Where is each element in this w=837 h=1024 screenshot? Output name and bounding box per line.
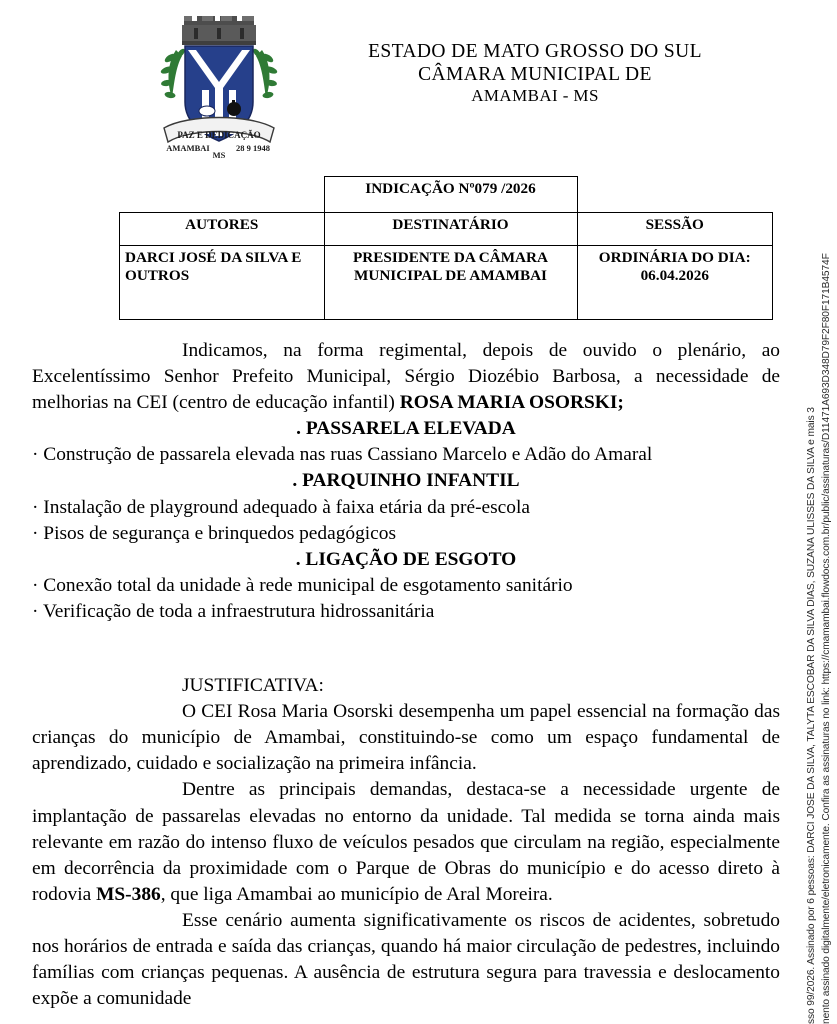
svg-text:28 9 1948: 28 9 1948	[236, 143, 270, 153]
indication-table	[119, 176, 773, 320]
section-title-parquinho: . PARQUINHO INFANTIL	[292, 470, 520, 492]
svg-text:AMAMBAI: AMAMBAI	[166, 143, 210, 153]
section2-item-0: · Instalação de playground adequado à faixa etária da pré-escola	[32, 496, 530, 518]
svg-text:PAZ E DEDICAÇÃO: PAZ E DEDICAÇÃO	[177, 130, 261, 140]
intro-paragraph	[32, 338, 780, 416]
para2-text-b: , que liga Amambai ao município de Aral Moreira.	[160, 883, 553, 905]
table-cell-sessao: ORDINÁRIA DO DIA: 06.04.2026	[577, 246, 773, 320]
table-header-sessao: SESSÃO	[577, 213, 773, 246]
justificativa-label: JUSTIFICATIVA:	[182, 675, 324, 697]
table-cell-indication-number: INDICAÇÃO Nº079 /2026	[324, 177, 577, 213]
justificativa-paragraph-1: O CEI Rosa Maria Osorski desempenha um papel essencial na formação das crianças do município de Amambai, constituindo-se como um espaço fundamental de aprendizado, cuidado e socialização na primeira infância.	[32, 701, 780, 775]
intro-school-name: ROSA MARIA OSORSKI;	[399, 392, 624, 414]
table-cell-autores: DARCI JOSÉ DA SILVA E OUTROS	[120, 246, 325, 320]
table-cell-destinatario: PRESIDENTE DA CÂMARA MUNICIPAL DE AMAMBAI	[324, 246, 577, 320]
section1-item-0: · Construção de passarela elevada nas ruas Cassiano Marcelo e Adão do Amaral	[32, 444, 653, 466]
para2-text-a: Dentre as principais demandas, destaca-se a necessidade urgente de implantação de passarelas elevadas no entorno da unidade. Tal medida se torna ainda mais relevante em razão do intenso fluxo de veículos pesados que circulam na região, especialmente em decorrência da proximidade com o Parque de Obras do município e do acesso direto à rodovia	[32, 779, 780, 905]
section-spacer	[32, 625, 780, 673]
justificativa-paragraph-2	[32, 777, 780, 907]
svg-text:MS: MS	[212, 150, 226, 160]
justificativa-paragraph-3: Esse cenário aumenta significativamente os riscos de acidentes, sobretudo nos horários de entrada e saída das crianças, quando há maior circulação de pedestres, incluindo famílias com crianças pequenas. A ausência de estrutura segura para travessia e deslocamento expõe a comunidade	[32, 909, 780, 1010]
header-line-city: AMAMBAI - MS	[471, 86, 599, 105]
document-header	[0, 8, 790, 158]
signature-strip-line-2: nento assinado digitalmente/eletronicamente. Confira as assinaturas no link: https://cmamambai.flowdocs.com.br/public/assinaturas/D11471A693D348D79F2F80F171B4574F	[821, 253, 832, 1024]
header-line-state: ESTADO DE MATO GROSSO DO SUL	[368, 41, 702, 62]
table-cell-empty-right	[577, 177, 773, 213]
coat-of-arms-icon	[158, 10, 280, 162]
signature-strip-line-1: sso 99/2026. Assinado por 6 pessoas: DARCI JOSE DA SILVA, TALYTA ESCOBAR DA SILVA DIAS, SUZANA ULISSES DA SILVA e mais 3	[806, 407, 817, 1024]
table-row-headers	[120, 213, 773, 246]
header-title-block	[300, 40, 770, 106]
header-line-chamber: CÂMARA MUNICIPAL DE	[418, 64, 652, 85]
table-header-destinatario: DESTINATÁRIO	[324, 213, 577, 246]
table-row	[120, 246, 773, 320]
intro-text: Indicamos, na forma regimental, depois de ouvido o plenário, ao Excelentíssimo Senhor Prefeito Municipal, Sérgio Diozébio Barbosa, a necessidade de melhorias na CEI (centro de educação infantil)	[32, 340, 780, 414]
para2-highway: MS-386	[96, 883, 161, 905]
table-row-title	[120, 177, 773, 213]
section2-item-1: · Pisos de segurança e brinquedos pedagógicos	[32, 522, 397, 544]
section3-item-1: · Verificação de toda a infraestrutura hidrossanitária	[32, 600, 435, 622]
document-body	[32, 338, 780, 1012]
table-cell-empty-left	[120, 177, 325, 213]
signature-strip	[793, 0, 837, 1024]
section-title-esgoto: . LIGAÇÃO DE ESGOTO	[295, 548, 517, 570]
section-title-passarela: . PASSARELA ELEVADA	[296, 418, 516, 440]
table-header-autores: AUTORES	[120, 213, 325, 246]
section3-item-0: · Conexão total da unidade à rede municipal de esgotamento sanitário	[32, 574, 573, 596]
